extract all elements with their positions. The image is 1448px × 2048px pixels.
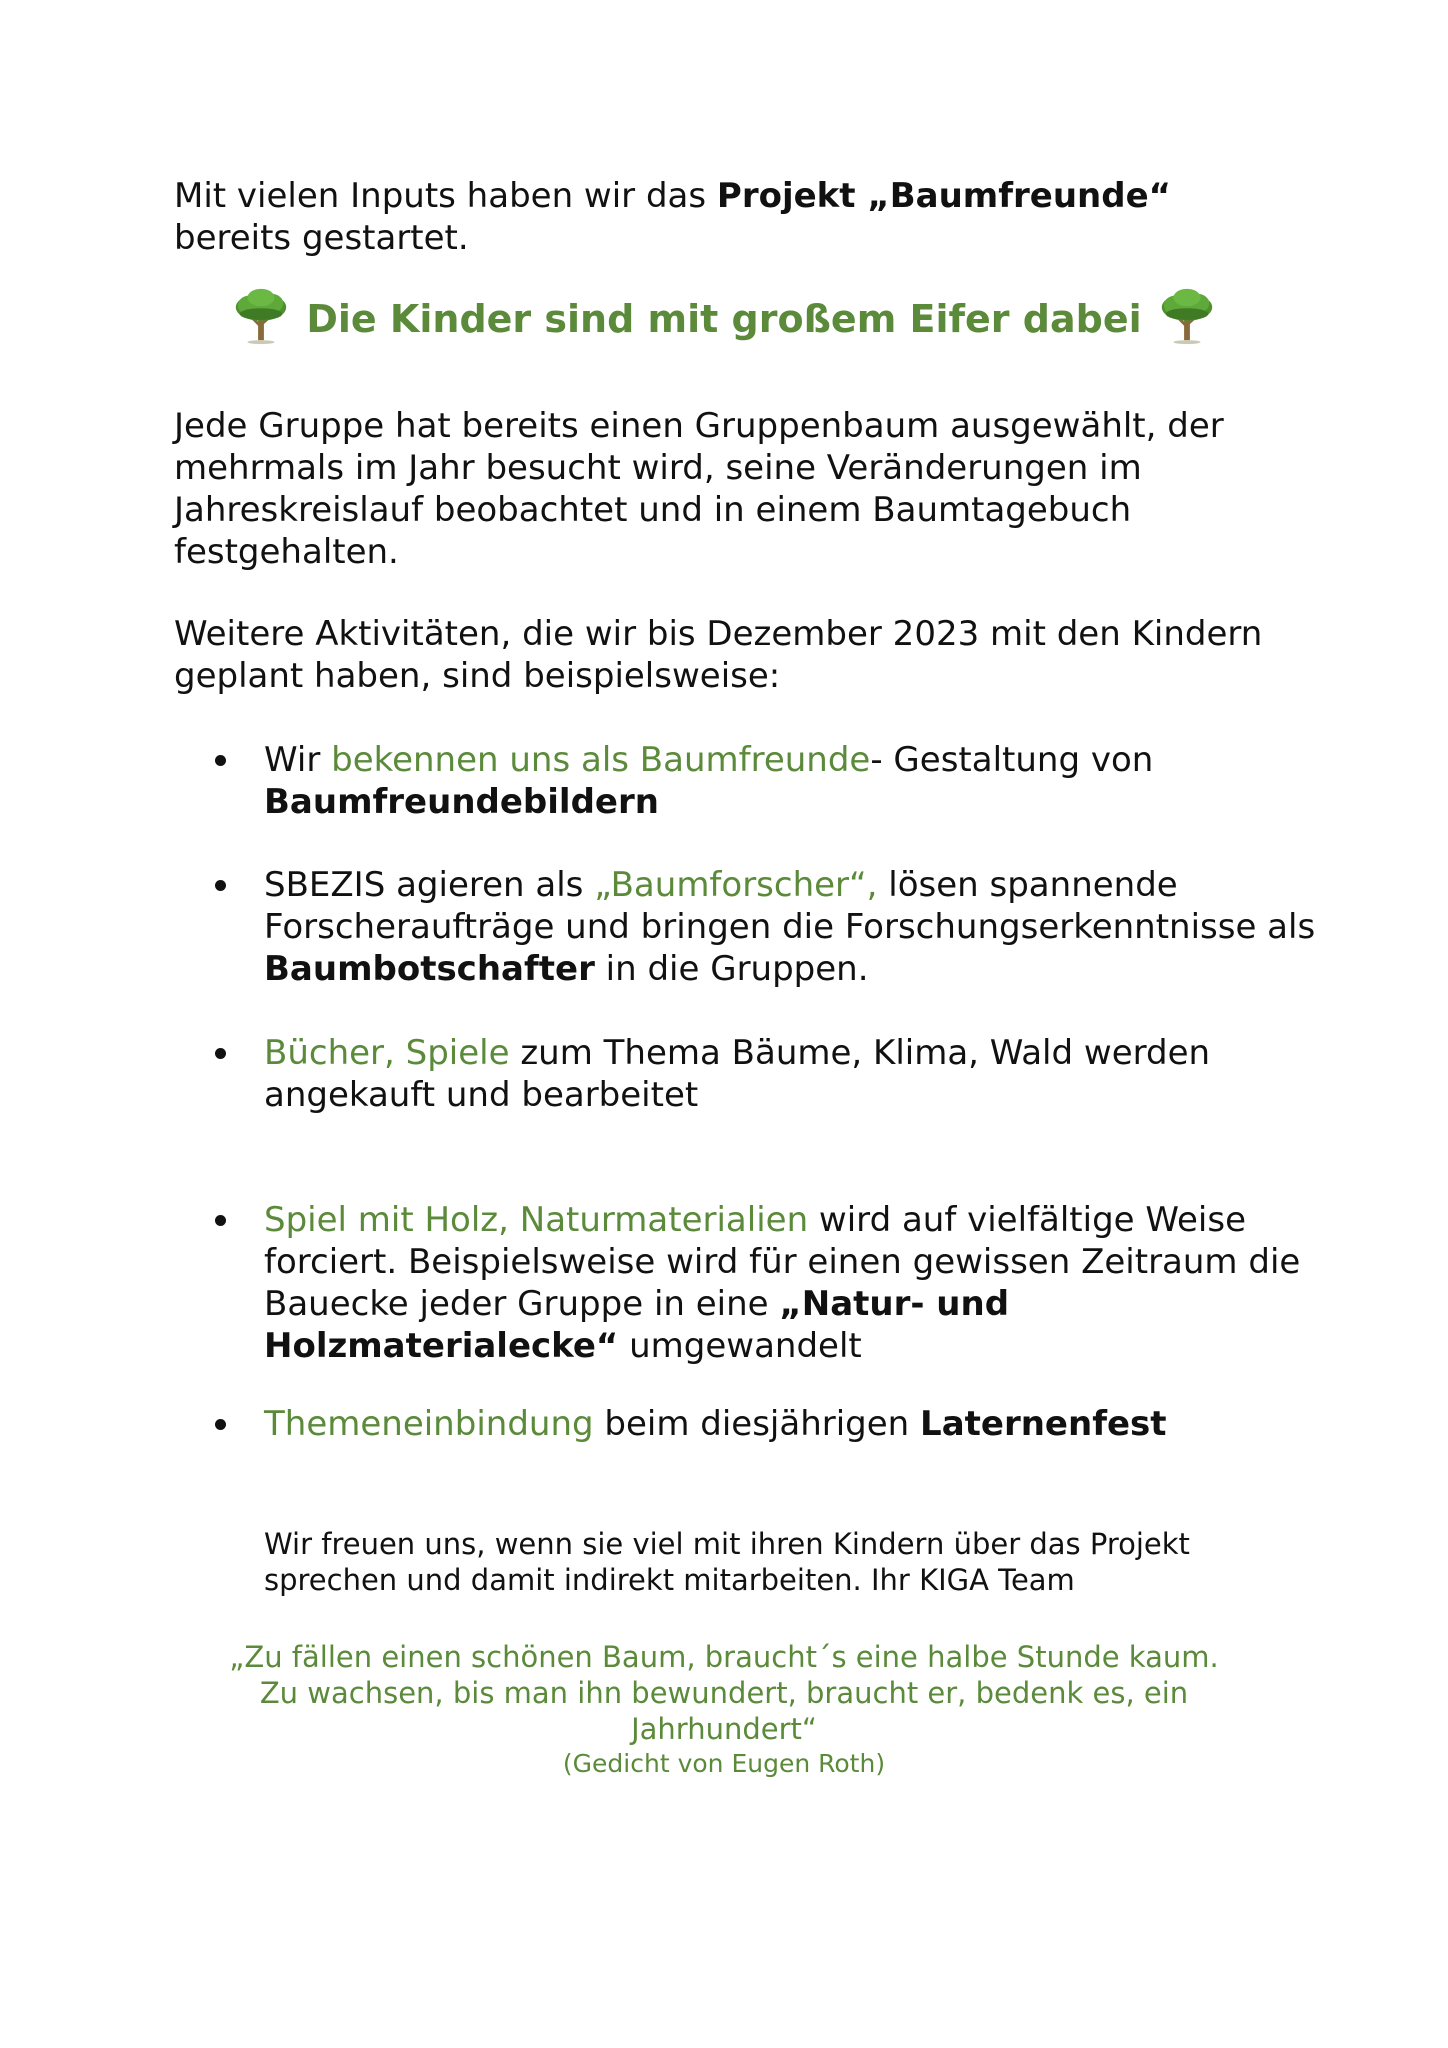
body-paragraph: Jede Gruppe hat bereits einen Gruppenbaum ausgewählt, der mehrmals im Jahr besucht wird, seine Veränderungen im Jahreskreislauf beobachtet und in einem Baumtagebuch festgehalten. (174, 406, 1224, 572)
bullet-text: zum Thema Bäume, Klima, Wald werden angekauft und bearbeitet (264, 1033, 1211, 1115)
bullet-highlight: Spiel mit Holz, Naturmaterialien (264, 1200, 809, 1240)
bullet-dot-icon (215, 880, 226, 891)
bullet-highlight: „Baumforscher“, (594, 865, 878, 905)
bullet-text: umgewandelt (618, 1326, 862, 1366)
bullet-text: in die Gruppen. (594, 949, 869, 989)
quote-line: „Zu fällen einen schönen Baum, braucht´s eine halbe Stunde kaum. (229, 1640, 1219, 1674)
list-item (264, 1199, 1344, 1367)
list-item (264, 1403, 1344, 1445)
bullet-bold: Laternenfest (920, 1404, 1167, 1444)
section-heading (0, 290, 1448, 352)
bullet-text: Wir (264, 740, 332, 780)
bullet-dot-icon (215, 1419, 226, 1430)
bullet-dot-icon (215, 1215, 226, 1226)
bullet-text: lösen spannende Forscheraufträge und bringen die Forschungserkenntnisse als (264, 865, 1316, 947)
bullet-text: wird auf vielfältige Weise forciert. Beispielsweise wird für einen gewissen Zeitraum die Bauecke jeder Gruppe in eine (264, 1200, 1301, 1324)
quote-source: (Gedicht von Eugen Roth) (562, 1749, 886, 1778)
body-paragraph: Weitere Aktivitäten, die wir bis Dezember 2023 mit den Kindern geplant haben, sind beispielsweise: (174, 614, 1263, 696)
bullet-dot-icon (215, 755, 226, 766)
bullet-highlight: Bücher, Spiele (264, 1033, 510, 1073)
intro-text: Mit vielen Inputs haben wir das (174, 176, 717, 216)
poem-quote (174, 1639, 1274, 1781)
closing-paragraph: Wir freuen uns, wenn sie viel mit ihren Kindern über das Projekt sprechen und damit indirekt mitarbeiten. Ihr KIGA Team (264, 1527, 1190, 1597)
bullet-text: - Gestaltung von (870, 740, 1154, 780)
bullet-text: SBEZIS agieren als (264, 865, 595, 905)
bullet-highlight: Themeneinbindung (264, 1404, 594, 1444)
intro-text-end: bereits gestartet. (174, 218, 469, 258)
list-item (264, 1032, 1344, 1116)
tree-icon (230, 284, 292, 346)
bullet-highlight: bekennen uns als Baumfreunde (331, 740, 871, 780)
bullet-text: beim diesjährigen (593, 1404, 921, 1444)
list-item (264, 864, 1344, 990)
project-name: Projekt „Baumfreunde“ (716, 176, 1171, 216)
bullet-bold: Baumbotschafter (264, 949, 595, 989)
intro-paragraph (174, 175, 1324, 259)
heading-text: Die Kinder sind mit großem Eifer dabei (306, 296, 1142, 341)
bullet-bold: „Natur- und Holzmaterialecke“ (264, 1284, 1010, 1366)
list-item (264, 739, 1344, 823)
quote-line: Zu wachsen, bis man ihn bewundert, braucht er, bedenk es, ein Jahrhundert“ (259, 1676, 1189, 1746)
bullet-dot-icon (215, 1048, 226, 1059)
tree-icon (1156, 284, 1218, 346)
bullet-bold: Baumfreundebildern (264, 782, 659, 822)
